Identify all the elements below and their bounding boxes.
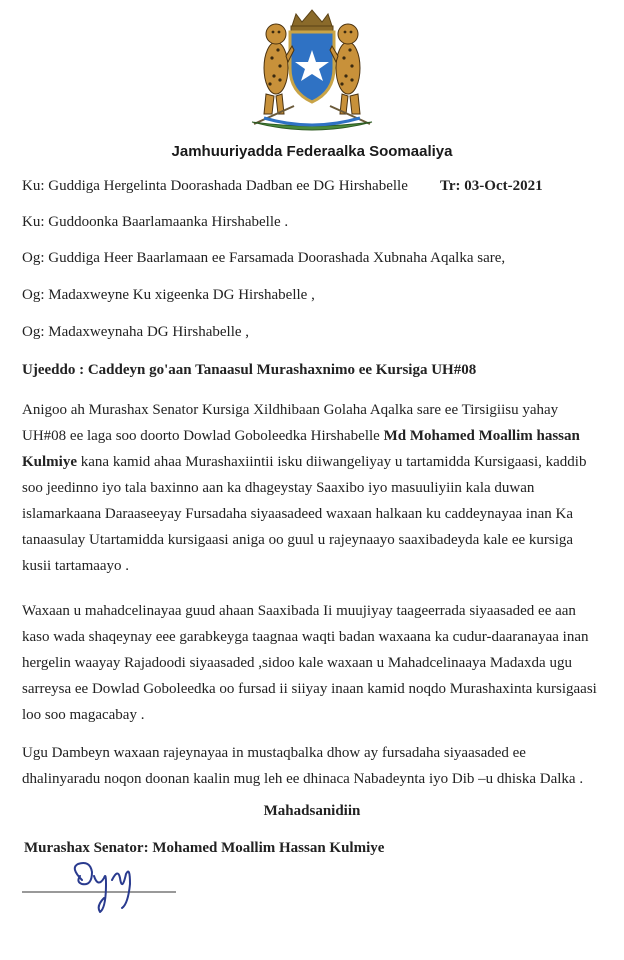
paragraph-line: hergelin waayay Rajadoodi siyaasaded ,sidoo kale waxaan u Mahadcelinaaya Madaxda ugu (22, 655, 572, 671)
paragraph-line: tanaasulay Utartamidda kursigaasi aniga oo guul u rajeynaayo saaxibadeyda kale ee kursiga (22, 532, 574, 548)
coat-of-arms-icon (234, 6, 390, 132)
paragraph-line: Waxaan u mahadcelinayaa guud ahaan Saaxibada Ii muujiyay taageerrada siyaasaded ee aan (22, 603, 576, 619)
addressee-line: Ku: Guddiga Hergelinta Doorashada Dadban ee DG Hirshabelle (22, 178, 408, 194)
paragraph-line: soo jeedinno iyo tala baxinno aan ka dhageystay Saaxibo iyo masuuliyiin kala duwan (22, 480, 535, 496)
addressee-line: Ku: Guddoonka Baarlamaanka Hirshabelle . (22, 214, 289, 230)
paragraph-line: kusii tartamaayo . (22, 558, 130, 574)
subject-line: Ujeeddo : Caddeyn go'aan Tanaasul Murashaxnimo ee Kursiga UH#08 (22, 362, 477, 378)
paragraph-line (22, 449, 606, 475)
document-date: Tr: 03-Oct-2021 (440, 178, 543, 194)
paragraph-line: islamarkaana Daraaseeyay Fursadaha siyaasadeed waxaan halkaan ku caddeynayaa inan Ka (22, 506, 573, 522)
handwritten-signature-icon (20, 858, 190, 918)
paragraph-line: kaso wada shaqeynay eee garabkeyga taagnaa waqti badan waxaana ka cudur-daaranayaa inan (22, 629, 589, 645)
signer-name: Murashax Senator: Mohamed Moallim Hassan Kulmiye (24, 840, 385, 856)
paragraph-line: sarreysa ee Dowlad Goboleedka oo fursad ii siiyay inaan kamid noqdo Murashaxinta kursigaasi (22, 681, 597, 697)
text-run: UH#08 ee laga soo doorto Dowlad Goboleedka Hirshabelle (22, 428, 384, 444)
addressee-line: Og: Madaxweynaha DG Hirshabelle , (22, 324, 250, 340)
candidate-name: Md Mohamed Moallim hassan (383, 428, 580, 444)
paragraph-line: loo soo magacabay . (22, 707, 145, 723)
text-run: kana kamid ahaa Murashaxiintii isku diiwangeliyay u tartamidda Kursigaasi, kaddib (77, 454, 587, 470)
addressee-line: Og: Madaxweyne Ku xigeenka DG Hirshabelle , (22, 287, 315, 303)
addressee-line: Og: Guddiga Heer Baarlamaan ee Farsamada Doorashada Xubnaha Aqalka sare, (22, 250, 506, 266)
paragraph-line: Ugu Dambeyn waxaan rajeynayaa in mustaqbalka dhow ay fursadaha siyaasaded ee (22, 745, 526, 761)
closing-line: Mahadsanidiin (263, 803, 361, 819)
body-paragraph-2 (22, 598, 606, 728)
paragraph-line: Anigoo ah Murashax Senator Kursiga Xildhibaan Golaha Aqalka sare ee Tirsigiisu yahay (22, 402, 559, 418)
page-heading: Jamhuuriyadda Federaalka Soomaaliya (171, 143, 453, 160)
body-paragraph-3 (22, 740, 606, 792)
candidate-surname: Kulmiye (22, 454, 77, 470)
paragraph-line: dhalinyaradu noqon doonan kaalin mug leh ee dhinaca Nabadeynta iyo Dib –u dhiska Dalka . (22, 771, 584, 787)
body-paragraph-1 (22, 397, 606, 579)
paragraph-line (22, 423, 606, 449)
